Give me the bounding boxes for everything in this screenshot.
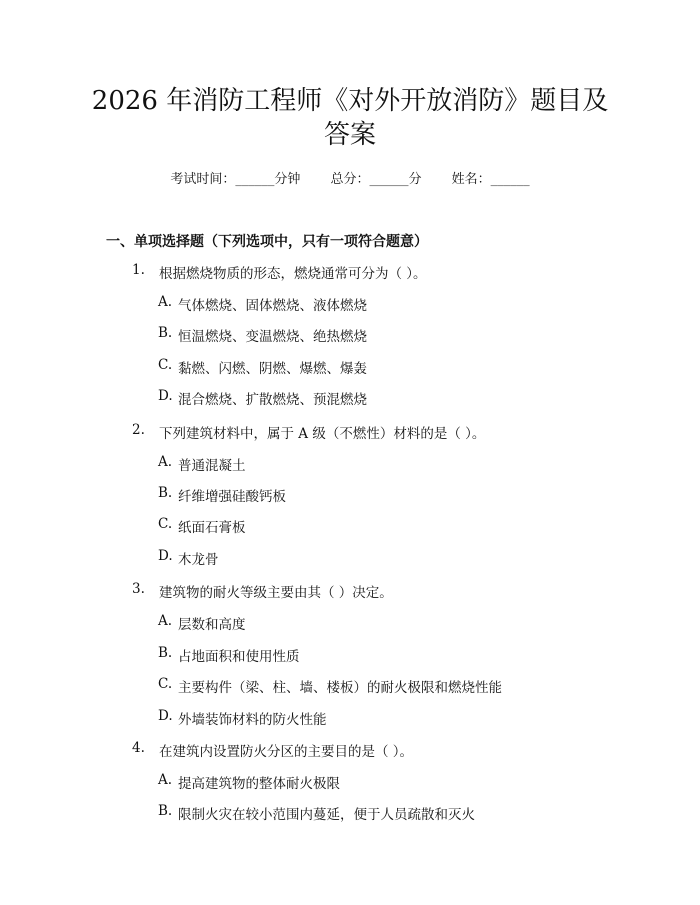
- option-letter: C.: [158, 357, 173, 373]
- question-text: 在建筑内设置防火分区的主要目的是（ ）。: [159, 744, 414, 760]
- total-score-field: 总分：______分: [330, 172, 422, 187]
- option-text: 外墙装饰材料的防火性能: [178, 712, 327, 728]
- option-letter: D.: [158, 388, 173, 404]
- option-letter: D.: [158, 548, 173, 564]
- exam-time-field: 考试时间：______分钟: [170, 172, 301, 187]
- option-letter: B.: [158, 325, 173, 341]
- option-text: 主要构件（梁、柱、墙、楼板）的耐火极限和燃烧性能: [178, 680, 502, 696]
- question-number: 4.: [132, 740, 145, 756]
- option-letter: B.: [158, 803, 173, 819]
- option-letter: C.: [158, 516, 173, 532]
- document-title-line-2: 答案: [323, 120, 376, 150]
- option-text: 层数和高度: [178, 617, 246, 633]
- option-letter: C.: [158, 676, 173, 692]
- option-text: 纸面石膏板: [178, 520, 246, 536]
- question-text: 建筑物的耐火等级主要由其（ ）决定。: [159, 585, 393, 601]
- exam-meta: [0, 168, 700, 187]
- option-letter: A.: [158, 454, 173, 470]
- option-text: 纤维增强硅酸钙板: [178, 489, 286, 505]
- question-number: 2.: [132, 422, 145, 438]
- option-text: 提高建筑物的整体耐火极限: [178, 776, 340, 792]
- option-text: 黏燃、闪燃、阴燃、爆燃、爆轰: [178, 361, 367, 377]
- option-letter: A.: [158, 772, 173, 788]
- question-number: 1.: [132, 262, 145, 278]
- option-letter: B.: [158, 485, 173, 501]
- option-text: 气体燃烧、固体燃烧、液体燃烧: [178, 298, 367, 314]
- section-heading: 一、单项选择题（下列选项中，只有一项符合题意）: [106, 234, 428, 250]
- question-text: 根据燃烧物质的形态，燃烧通常可分为（ ）。: [159, 266, 427, 282]
- option-letter: B.: [158, 645, 173, 661]
- question-text: 下列建筑材料中，属于 A 级（不燃性）材料的是（ ）。: [159, 426, 486, 442]
- option-letter: D.: [158, 708, 173, 724]
- option-text: 限制火灾在较小范围内蔓延，便于人员疏散和灭火: [178, 807, 475, 823]
- option-text: 木龙骨: [178, 552, 219, 568]
- name-field: 姓名：______: [451, 172, 530, 187]
- option-text: 占地面积和使用性质: [178, 649, 300, 665]
- option-text: 恒温燃烧、变温燃烧、绝热燃烧: [178, 329, 367, 345]
- option-letter: A.: [158, 294, 173, 310]
- option-letter: A.: [158, 613, 173, 629]
- document-title-line-1: 2026 年消防工程师《对外开放消防》题目及: [91, 86, 609, 116]
- question-number: 3.: [132, 581, 145, 597]
- option-text: 混合燃烧、扩散燃烧、预混燃烧: [178, 392, 367, 408]
- option-text: 普通混凝土: [178, 458, 246, 474]
